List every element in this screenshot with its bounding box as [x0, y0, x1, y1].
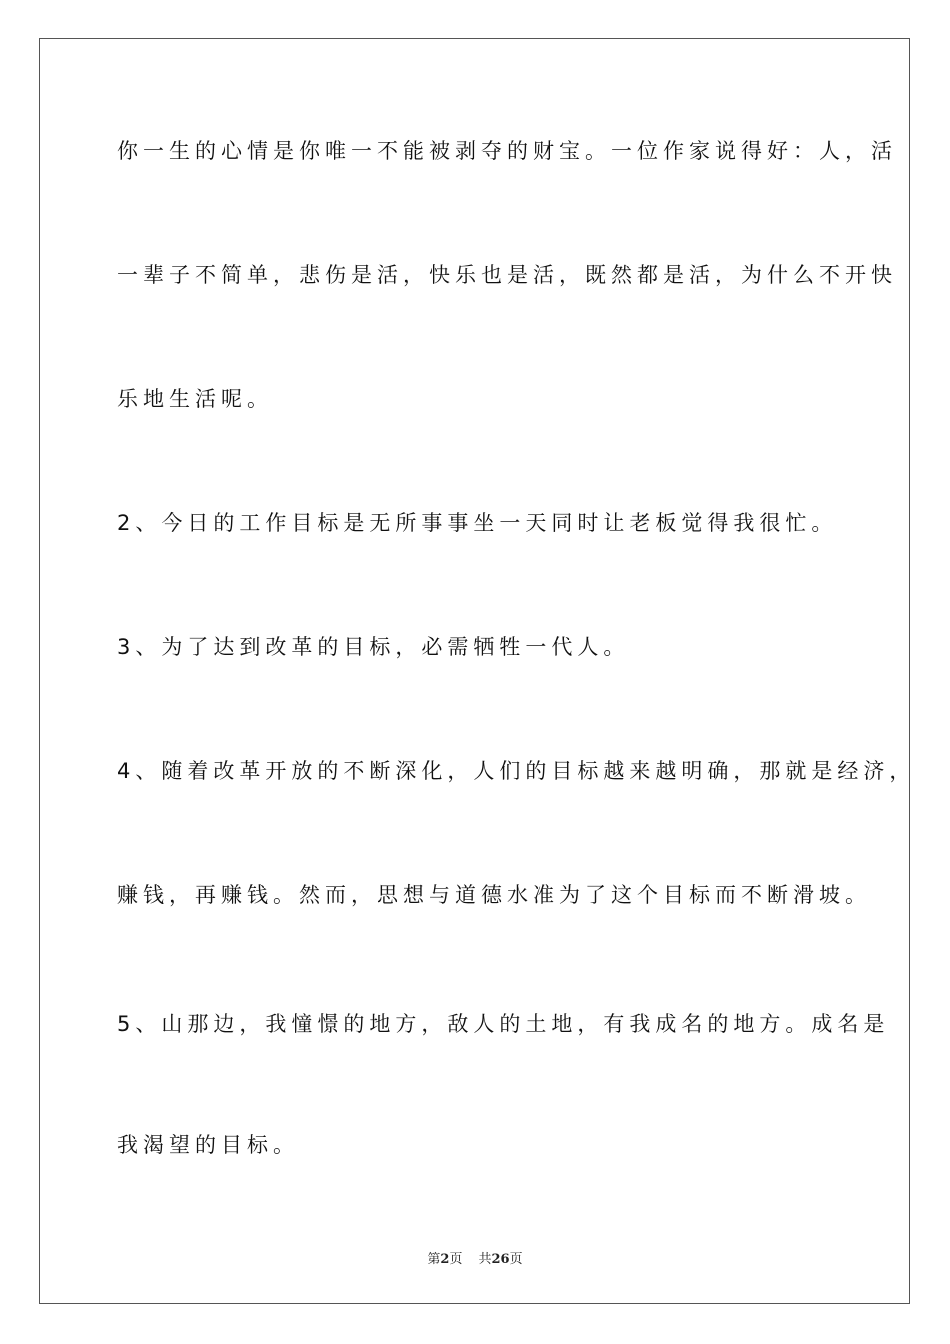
page-footer	[0, 1248, 950, 1267]
page-frame	[39, 38, 910, 1304]
body-text-line: 乐地生活呢。	[117, 387, 273, 411]
total-suffix: 页	[509, 1252, 523, 1267]
page-prefix: 第	[427, 1252, 441, 1267]
total-pages: 26	[491, 1252, 510, 1267]
body-text-line: 赚钱，再赚钱。然而，思想与道德水准为了这个目标而不断滑坡。	[117, 883, 871, 907]
body-text-line: 3、为了达到改革的目标，必需牺牲一代人。	[117, 635, 630, 659]
body-text-line: 我渴望的目标。	[117, 1133, 299, 1157]
total-prefix: 共	[478, 1252, 492, 1267]
body-text-line: 4、随着改革开放的不断深化，人们的目标越来越明确，那就是经济，	[117, 759, 916, 783]
body-text-line: 你一生的心情是你唯一不能被剥夺的财宝。一位作家说得好：人，活	[117, 139, 897, 163]
body-text-line: 一辈子不简单，悲伤是活，快乐也是活，既然都是活，为什么不开快	[117, 263, 897, 287]
page-number: 2	[440, 1252, 450, 1267]
page-suffix: 页	[449, 1252, 463, 1267]
body-text-line: 5、山那边，我憧憬的地方，敌人的土地，有我成名的地方。成名是	[117, 1012, 890, 1036]
body-text-line: 2、今日的工作目标是无所事事坐一天同时让老板觉得我很忙。	[117, 511, 838, 535]
